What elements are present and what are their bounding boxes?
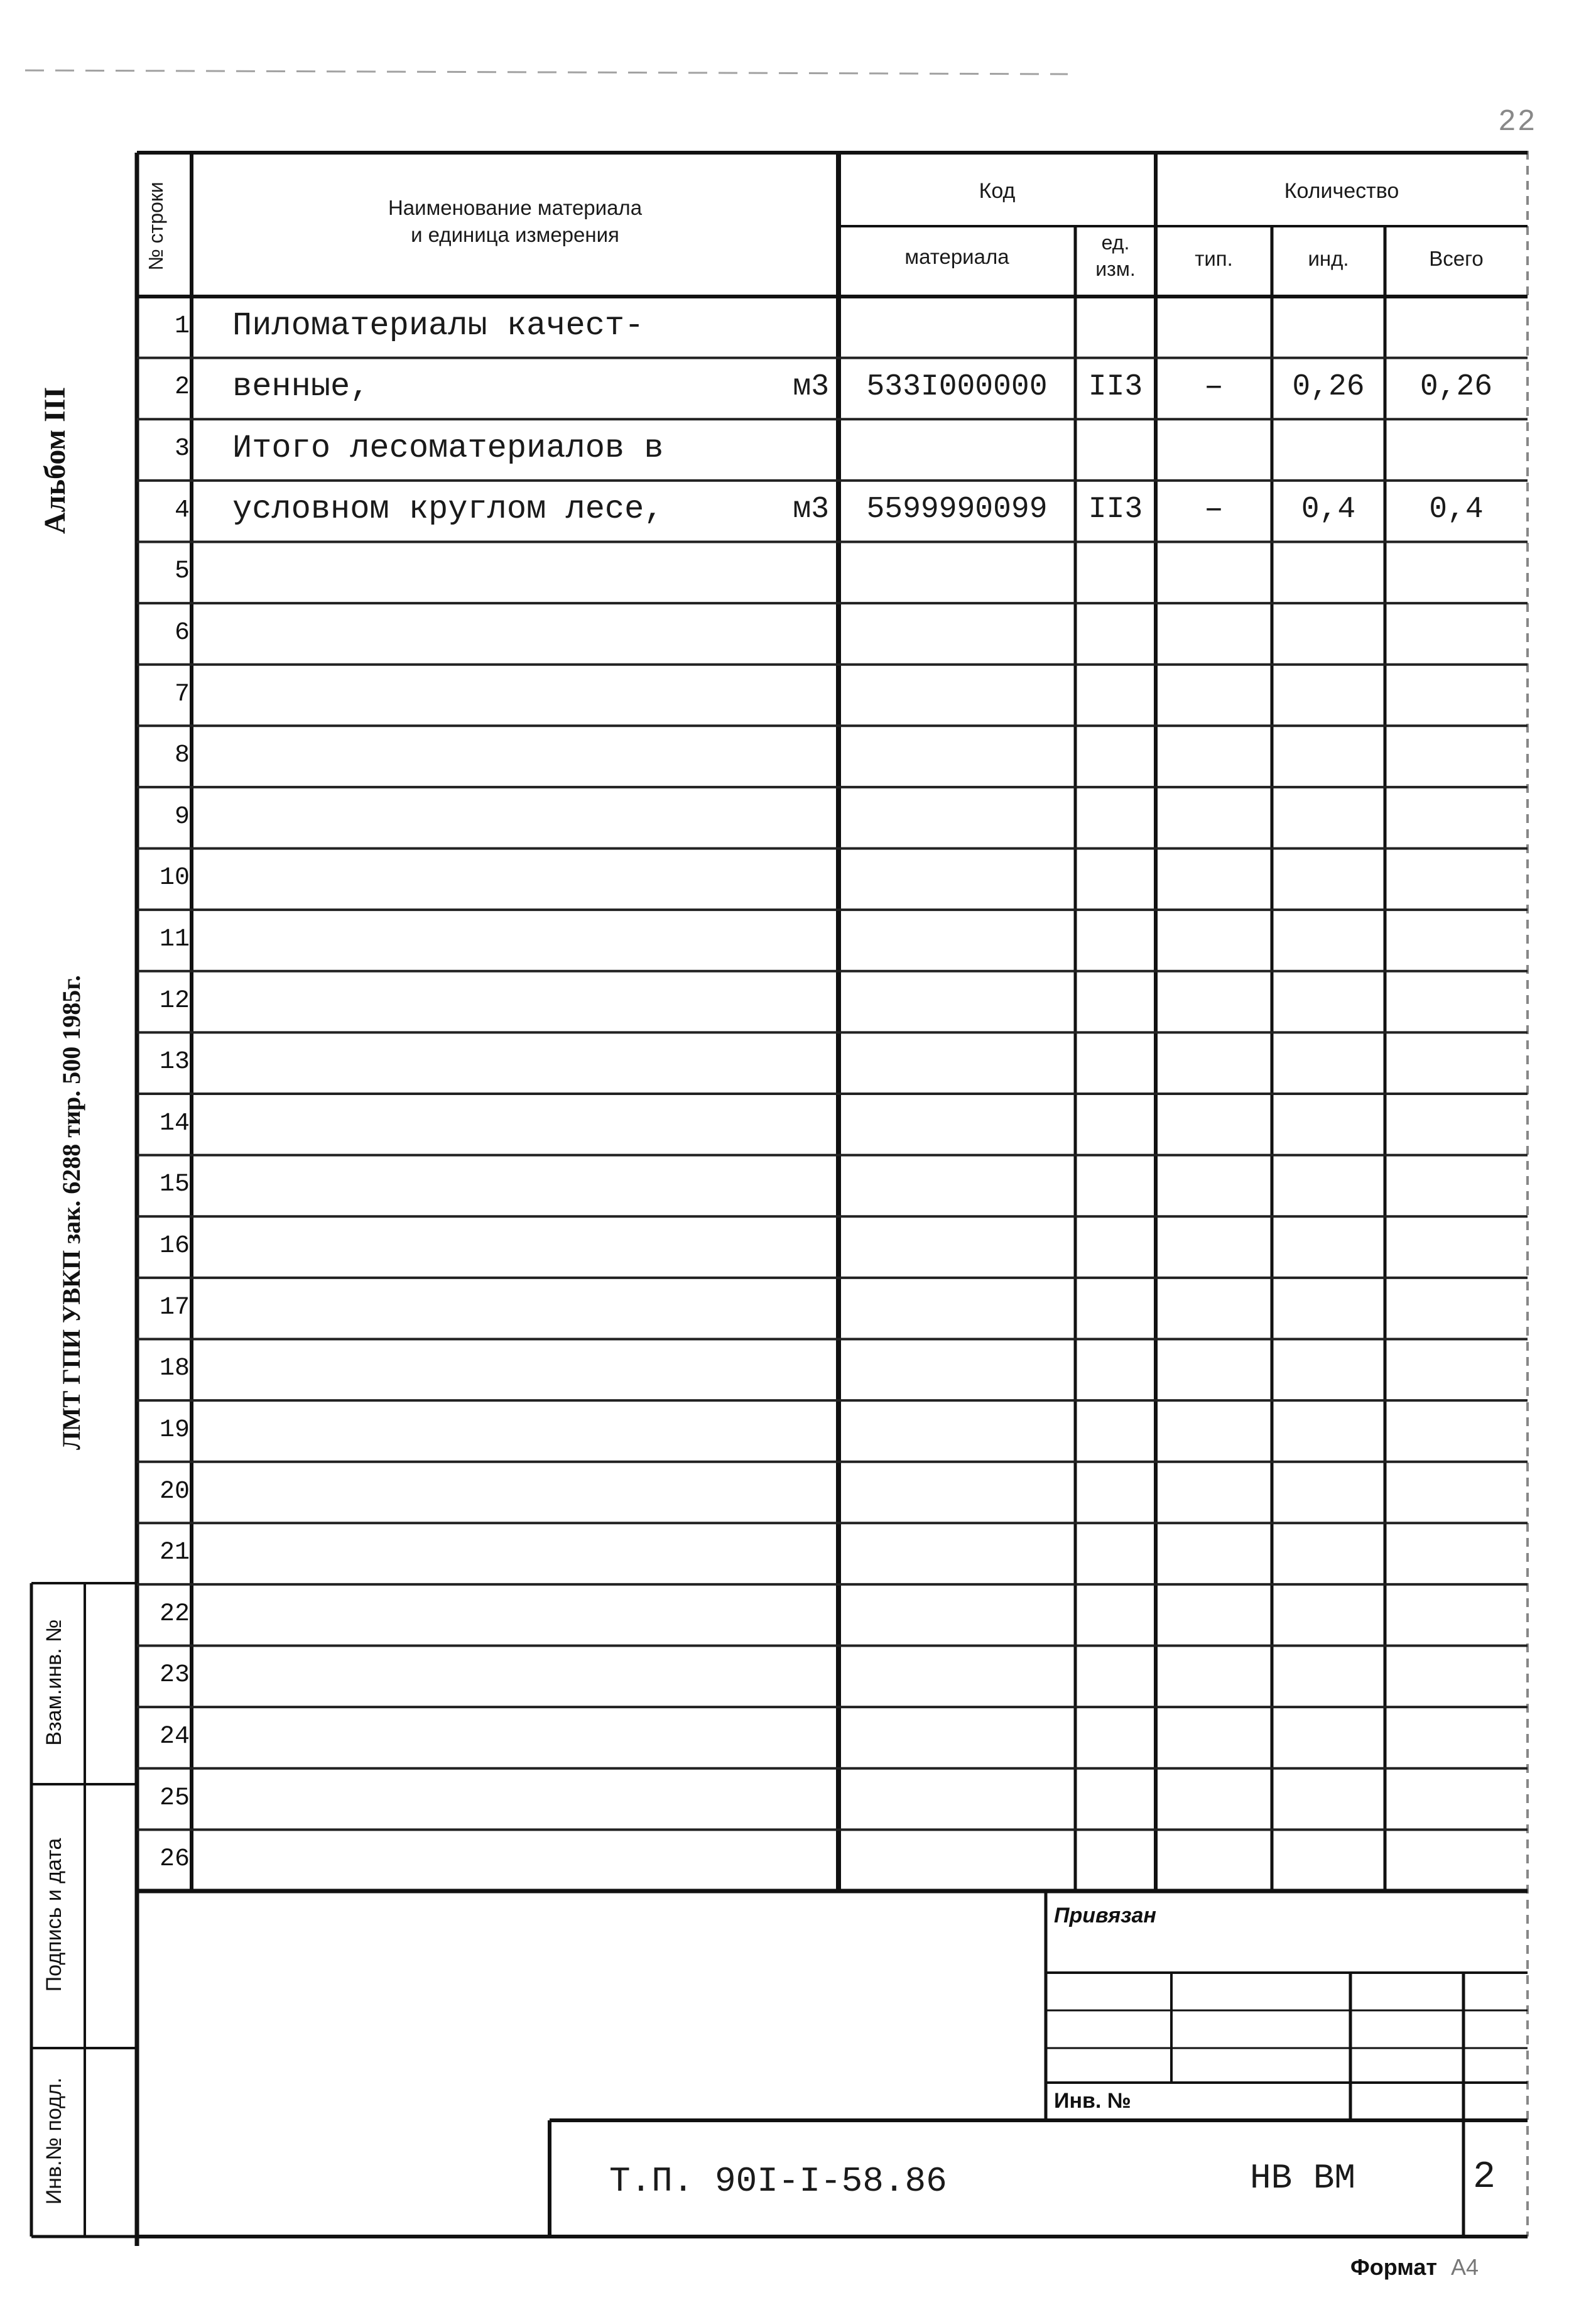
row-number: 17 — [159, 1293, 190, 1322]
row-number: 5 — [174, 557, 190, 586]
stamp-inv-podl: Инв.№ подл. — [42, 2077, 66, 2205]
row-number: 4 — [174, 496, 190, 525]
row-number: 20 — [159, 1477, 190, 1506]
cell-unit-code: II3 — [1088, 369, 1143, 404]
row-number: 25 — [159, 1784, 190, 1812]
print-info: ЛМТ ГПИ УВКП зак. 6288 тир. 500 1985г. — [57, 975, 85, 1450]
row-number: 8 — [174, 741, 190, 770]
header-qty-group: Количество — [1284, 179, 1399, 203]
header-code-group: Код — [979, 179, 1016, 203]
cell-unit: м3 — [793, 369, 829, 404]
row-number: 24 — [159, 1722, 190, 1751]
format-value: А4 — [1451, 2254, 1479, 2280]
row-number: 9 — [174, 802, 190, 831]
doc-code: Т.П. 90I-I-58.86 — [609, 2161, 947, 2201]
row-number: 18 — [159, 1354, 190, 1383]
cell-code: 5599990099 — [866, 492, 1048, 526]
header-row-number: № строки — [144, 182, 167, 271]
cell-total: 0,4 — [1429, 492, 1484, 526]
inv-label: Инв. № — [1054, 2089, 1131, 2113]
row-number: 3 — [174, 435, 190, 464]
format-label: Формат — [1350, 2254, 1438, 2280]
stamp-podpis-data: Подпись и дата — [42, 1838, 66, 1992]
cell-typ: – — [1203, 491, 1224, 528]
cell-total: 0,26 — [1420, 369, 1493, 404]
row-number: 16 — [159, 1232, 190, 1261]
row-number: 6 — [174, 618, 190, 647]
header-name-line2: и единица измерения — [411, 223, 619, 246]
row-number: 14 — [159, 1109, 190, 1138]
stamp-vzam-inv: Взам.инв. № — [42, 1619, 66, 1746]
cell-unit: м3 — [793, 492, 829, 526]
header-qty-typ: тип. — [1195, 247, 1233, 270]
row-number: 12 — [159, 986, 190, 1015]
row-number: 11 — [159, 925, 190, 954]
header-code-material: материала — [904, 245, 1009, 268]
header-name-line1: Наименование материала — [388, 196, 643, 219]
doc-mark: НВ ВМ — [1250, 2158, 1356, 2198]
cell-name: условном круглом лесе, — [232, 491, 664, 528]
cell-name: Пиломатериалы качест- — [232, 307, 644, 344]
header-qty-total: Всего — [1429, 247, 1484, 270]
attached-label: Привязан — [1054, 1904, 1156, 1927]
sheet-number: 2 — [1473, 2156, 1496, 2199]
cell-code: 533I000000 — [866, 369, 1048, 404]
row-number: 19 — [159, 1415, 190, 1444]
row-number: 10 — [159, 864, 190, 893]
cell-typ: – — [1203, 368, 1224, 406]
corner-page-number: 22 — [1498, 106, 1537, 139]
row-number: 13 — [159, 1048, 190, 1077]
header-code-unit-1: ед. — [1101, 231, 1130, 254]
row-number: 7 — [174, 680, 190, 709]
cell-ind: 0,26 — [1292, 369, 1365, 404]
row-number: 21 — [159, 1539, 190, 1567]
header-qty-ind: инд. — [1308, 247, 1349, 270]
cell-unit-code: II3 — [1088, 492, 1143, 526]
row-number: 22 — [159, 1600, 190, 1628]
cell-name: венные, — [232, 368, 370, 406]
row-number: 23 — [159, 1661, 190, 1690]
cell-ind: 0,4 — [1301, 492, 1356, 526]
album-label: Альбом III — [38, 386, 72, 534]
cell-name: Итого лесоматериалов в — [232, 429, 664, 467]
row-number: 1 — [174, 312, 190, 341]
row-number: 2 — [174, 373, 190, 402]
row-number: 15 — [159, 1170, 190, 1199]
row-number: 26 — [159, 1845, 190, 1874]
header-code-unit-2: изм. — [1095, 258, 1136, 280]
